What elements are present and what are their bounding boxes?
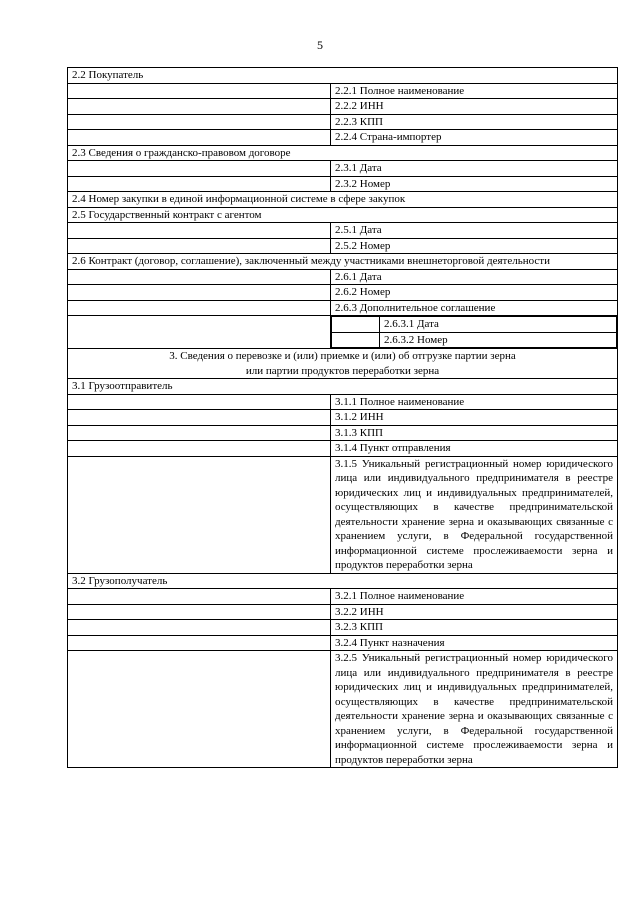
table-row: [68, 68, 618, 84]
table-row: [68, 114, 618, 130]
field-label: 3.2.5 Уникальный регистрационный номер юридического лица или индивидуального предпринимателя в реестре юридических лиц и индивидуальных предпринимателей, осуществляющих в качестве предпринимательской деятельности хранение зерна и оказывающих связанные с хранением услуги, в Федеральной государственной информационной системе прослеживаемости зерна и продуктов переработки зерна: [331, 651, 618, 768]
table-row: [68, 589, 618, 605]
section-shipper: 3.1 Грузоотправитель: [68, 379, 618, 395]
field-label: 3.1.1 Полное наименование: [331, 394, 618, 410]
field-label: 3.1.3 КПП: [331, 425, 618, 441]
field-label: 2.6.3.1 Дата: [380, 317, 617, 333]
field-label: 2.6.3.2 Номер: [380, 332, 617, 348]
nested-table: [331, 316, 617, 348]
section-procurement-number: 2.4 Номер закупки в единой информационной системе в сфере закупок: [68, 192, 618, 208]
table-row: [68, 456, 618, 573]
table-row: [68, 83, 618, 99]
table-row: [68, 604, 618, 620]
section-3-heading: 3. Сведения о перевозке и (или) приемке и (или) об отгрузке партии зерна или партии продуктов переработки зерна: [68, 349, 618, 379]
table-row: [68, 300, 618, 316]
field-label: 3.2.4 Пункт назначения: [331, 635, 618, 651]
section-foreign-trade-contract: 2.6 Контракт (договор, соглашение), заключенный между участниками внешнеторговой деятельности: [68, 254, 618, 270]
table-row: [68, 349, 618, 379]
table-row: [68, 620, 618, 636]
table-row: [68, 99, 618, 115]
field-label: 2.2.1 Полное наименование: [331, 83, 618, 99]
field-label: 2.3.2 Номер: [331, 176, 618, 192]
field-label: 2.2.4 Страна-импортер: [331, 130, 618, 146]
table-row: [68, 145, 618, 161]
table-row: [68, 130, 618, 146]
table-row: [68, 394, 618, 410]
section-consignee: 3.2 Грузополучатель: [68, 573, 618, 589]
table-row: [68, 207, 618, 223]
table-row: [68, 176, 618, 192]
field-label: 3.2.3 КПП: [331, 620, 618, 636]
form-table: [67, 67, 618, 768]
field-label: 3.1.4 Пункт отправления: [331, 441, 618, 457]
table-row: [68, 269, 618, 285]
table-row: [68, 410, 618, 426]
field-label: 2.5.1 Дата: [331, 223, 618, 239]
table-row: [68, 285, 618, 301]
table-row: [68, 192, 618, 208]
table-row: [68, 254, 618, 270]
field-label: 2.2.3 КПП: [331, 114, 618, 130]
table-row: [68, 635, 618, 651]
table-row: [68, 651, 618, 768]
table-row: [68, 425, 618, 441]
table-row: [68, 238, 618, 254]
table-row: [68, 379, 618, 395]
page-number: 5: [317, 38, 323, 52]
field-label: 3.2.2 ИНН: [331, 604, 618, 620]
field-label: 2.5.2 Номер: [331, 238, 618, 254]
field-label: 2.6.2 Номер: [331, 285, 618, 301]
table-row: [68, 316, 618, 349]
table-row: [68, 441, 618, 457]
field-label: 2.3.1 Дата: [331, 161, 618, 177]
section-buyer: 2.2 Покупатель: [68, 68, 618, 84]
table-row: [68, 161, 618, 177]
section-state-contract: 2.5 Государственный контракт с агентом: [68, 207, 618, 223]
field-label: 2.2.2 ИНН: [331, 99, 618, 115]
field-label: 3.2.1 Полное наименование: [331, 589, 618, 605]
field-label: 3.1.2 ИНН: [331, 410, 618, 426]
section-civil-contract: 2.3 Сведения о гражданско-правовом договоре: [68, 145, 618, 161]
field-label: 3.1.5 Уникальный регистрационный номер юридического лица или индивидуального предпринимателя в реестре юридических лиц и индивидуальных предпринимателей, осуществляющих в качестве предпринимательской деятельности хранение зерна и оказывающих связанные с хранением услуги, в Федеральной государственной информационной системе прослеживаемости зерна и продуктов переработки зерна: [331, 456, 618, 573]
field-label: 2.6.1 Дата: [331, 269, 618, 285]
field-label: 2.6.3 Дополнительное соглашение: [331, 300, 618, 316]
table-row: [68, 573, 618, 589]
table-row: [68, 223, 618, 239]
